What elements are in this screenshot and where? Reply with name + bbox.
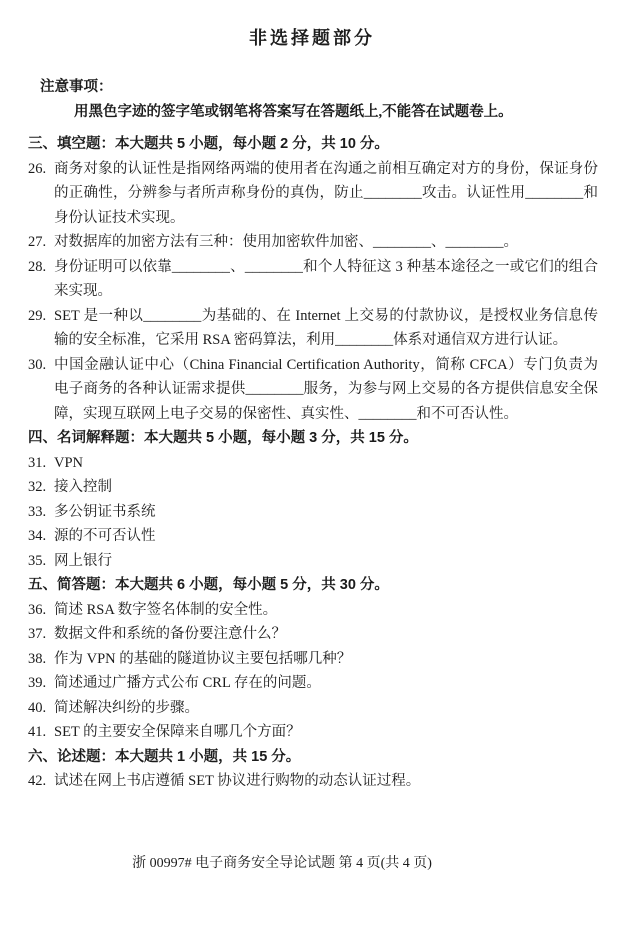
page-title: 非选择题部分 bbox=[249, 28, 375, 48]
question-text: 商务对象的认证性是指网络两端的使用者在沟通之前相互确定对方的身份，保证身份的正确性，分辨参与者所声称身份的真伪，防止________攻击。认证性用________和身份认证技术实现。 bbox=[54, 160, 598, 226]
question-number: 30. bbox=[28, 356, 47, 373]
section-header-short-answer: 五、简答题：本大题共 6 小题，每小题 5 分，共 30 分。 bbox=[28, 577, 389, 593]
question-text: 多公钥证书系统 bbox=[54, 503, 156, 520]
question-number: 38. bbox=[28, 650, 47, 667]
question-number: 28. bbox=[28, 258, 47, 275]
question-number: 33. bbox=[28, 503, 47, 520]
question-35 bbox=[28, 549, 598, 574]
question-text: 身份证明可以依靠________、________和个人特征这 3 种基本途径之一或它们的组合来实现。 bbox=[54, 258, 598, 299]
question-33 bbox=[28, 500, 598, 525]
question-40 bbox=[28, 696, 598, 721]
question-36 bbox=[28, 598, 598, 623]
question-number: 34. bbox=[28, 528, 47, 544]
question-28 bbox=[28, 255, 598, 304]
question-text: 数据文件和系统的备份要注意什么？ bbox=[54, 626, 286, 642]
page-footer: 浙 00997# 电子商务安全导论试题 第 4 页(共 4 页) bbox=[132, 856, 432, 871]
question-text: 作为 VPN 的基础的隧道协议主要包括哪几种？ bbox=[54, 650, 352, 667]
question-number: 37. bbox=[28, 626, 47, 642]
section-header-essay: 六、论述题：本大题共 1 小题，共 15 分。 bbox=[28, 748, 301, 765]
question-number: 42. bbox=[28, 773, 47, 789]
section-short-answer bbox=[0, 573, 624, 745]
question-34 bbox=[28, 524, 598, 549]
question-number: 27. bbox=[28, 234, 47, 250]
question-text: 简述通过广播方式公布 CRL 存在的问题。 bbox=[54, 675, 321, 691]
question-30 bbox=[28, 353, 598, 427]
question-text: 接入控制 bbox=[54, 479, 112, 495]
question-37 bbox=[28, 622, 598, 647]
question-number: 40. bbox=[28, 699, 47, 716]
section-essay bbox=[0, 745, 624, 794]
question-number: 39. bbox=[28, 675, 47, 691]
question-27 bbox=[28, 230, 598, 255]
question-text: 中国金融认证中心（China Financial Certification Authority，简称 CFCA）专门负责为电子商务的各种认证需求提供________服务，为参与网上交易的各方提供信息安全保障，实现互联网上电子交易的保密性、真实性、________和不可否认性。 bbox=[54, 356, 598, 422]
question-number: 36. bbox=[28, 601, 47, 618]
section-term-definition bbox=[0, 426, 624, 573]
section-fill-in-blank bbox=[0, 132, 624, 426]
section-header-fill-in-blank: 三、填空题：本大题共 5 小题，每小题 2 分，共 10 分。 bbox=[28, 136, 389, 152]
question-sections bbox=[0, 132, 624, 794]
question-text: 简述 RSA 数字签名体制的安全性。 bbox=[54, 601, 278, 618]
question-text: VPN bbox=[54, 454, 84, 471]
question-31 bbox=[28, 451, 598, 476]
question-text: 源的不可否认性 bbox=[54, 528, 156, 544]
question-26 bbox=[28, 157, 598, 231]
notice-body: 用黑色字迹的签字笔或钢笔将答案写在答题纸上,不能答在试题卷上。 bbox=[74, 103, 513, 120]
question-text: 试述在网上书店遵循 SET 协议进行购物的动态认证过程。 bbox=[54, 773, 421, 789]
question-number: 26. bbox=[28, 160, 47, 177]
question-32 bbox=[28, 475, 598, 500]
question-number: 29. bbox=[28, 307, 47, 324]
question-42 bbox=[28, 769, 598, 794]
question-text: 简述解决纠纷的步骤。 bbox=[54, 699, 199, 716]
question-text: SET 的主要安全保障来自哪几个方面？ bbox=[54, 724, 301, 740]
question-39 bbox=[28, 671, 598, 696]
question-number: 31. bbox=[28, 454, 47, 471]
question-number: 35. bbox=[28, 552, 47, 569]
section-header-term-definition: 四、名词解释题：本大题共 5 小题，每小题 3 分，共 15 分。 bbox=[28, 430, 418, 446]
question-41 bbox=[28, 720, 598, 745]
question-29 bbox=[28, 304, 598, 353]
question-text: 网上银行 bbox=[54, 552, 112, 569]
notice-block bbox=[0, 75, 624, 124]
question-text: 对数据库的加密方法有三种：使用加密软件加密、________、________。 bbox=[54, 234, 518, 250]
question-text: SET 是一种以________为基础的、在 Internet 上交易的付款协议，是授权业务信息传输的安全标准，它采用 RSA 密码算法，利用________体系对通信双方进行认证。 bbox=[54, 307, 598, 348]
question-number: 32. bbox=[28, 479, 47, 495]
notice-header: 注意事项： bbox=[40, 79, 113, 95]
question-number: 41. bbox=[28, 724, 47, 740]
question-38 bbox=[28, 647, 598, 672]
